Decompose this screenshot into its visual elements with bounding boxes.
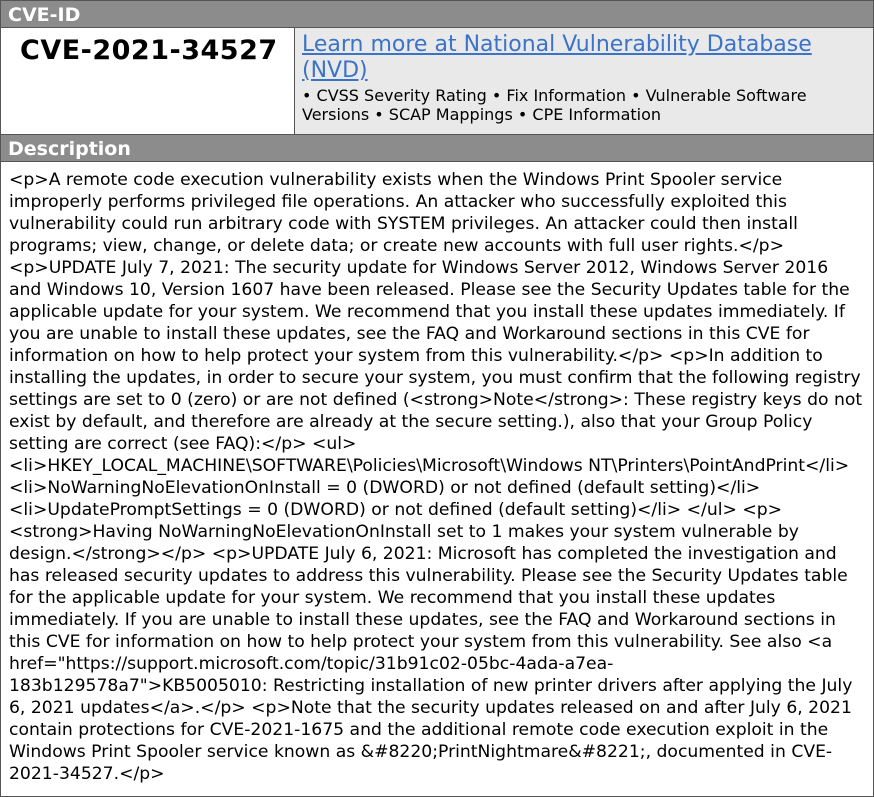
nvd-info-cell bbox=[295, 28, 873, 134]
description-text: <p>A remote code execution vulnerability exists when the Windows Print Spooler service improperly performs privileged file operations. An attacker who successfully exploited this vulnerability could run arbitrary code with SYSTEM privileges. An attacker could then install programs; view, change, or delete data; or create new accounts with full user rights.</p> <p>UPDATE July 7, 2021: The security update for Windows Server 2012, Windows Server 2016 and Windows 10, Version 1607 have been released. Please see the Security Updates table for the applicable update for your system. We recommend that you install these updates immediately. If you are unable to install these updates, see the FAQ and Workaround sections in this CVE for information on how to help protect your system from this vulnerability.</p> <p>In addition to installing the updates, in order to secure your system, you must confirm that the following registry settings are set to 0 (zero) or are not defined (<strong>Note</strong>: These registry keys do not exist by default, and therefore are already at the secure setting.), also that your Group Policy setting are correct (see FAQ):</p> <ul> <li>HKEY_LOCAL_MACHINE\SOFTWARE\Policies\Microsoft\Windows NT\Printers\PointAndPrint</li> <li>NoWarningNoElevationOnInstall = 0 (DWORD) or not defined (default setting)</li> <li>UpdatePromptSettings = 0 (DWORD) or not defined (default setting)</li> </ul> <p><strong>Having NoWarningNoElevationOnInstall set to 1 makes your system vulnerable by design.</strong></p> <p>UPDATE July 6, 2021: Microsoft has completed the investigation and has released security updates to address this vulnerability. Please see the Security Updates table for the applicable update for your system. We recommend that you install these updates immediately. If you are unable to install these updates, see the FAQ and Workaround sections in this CVE for information on how to help protect your system from this vulnerability. See also <a href="https://support.microsoft.com/topic/31b91c02-05bc-4ada-a7ea-183b129578a7">KB5005010: Restricting installation of new printer drivers after applying the July 6, 2021 updates</a>.</p> <p>Note that the security updates released on and after July 6, 2021 contain protections for CVE-2021-1675 and the additional remote code execution exploit in the Windows Print Spooler service known as &#8220;PrintNightmare&#8221;, documented in CVE-2021-34527.</p> bbox=[9, 170, 863, 784]
cve-id-header: CVE-ID bbox=[1, 1, 873, 28]
nvd-link[interactable]: Learn more at National Vulnerability Database (NVD) bbox=[302, 32, 812, 83]
cve-id-value: CVE-2021-34527 bbox=[1, 28, 295, 134]
nvd-features-text: • CVSS Severity Rating • Fix Information • Vulnerable Software Versions • SCAP Mappings • CPE Information bbox=[302, 86, 807, 124]
description-header: Description bbox=[1, 135, 873, 162]
cve-id-row bbox=[1, 28, 873, 135]
